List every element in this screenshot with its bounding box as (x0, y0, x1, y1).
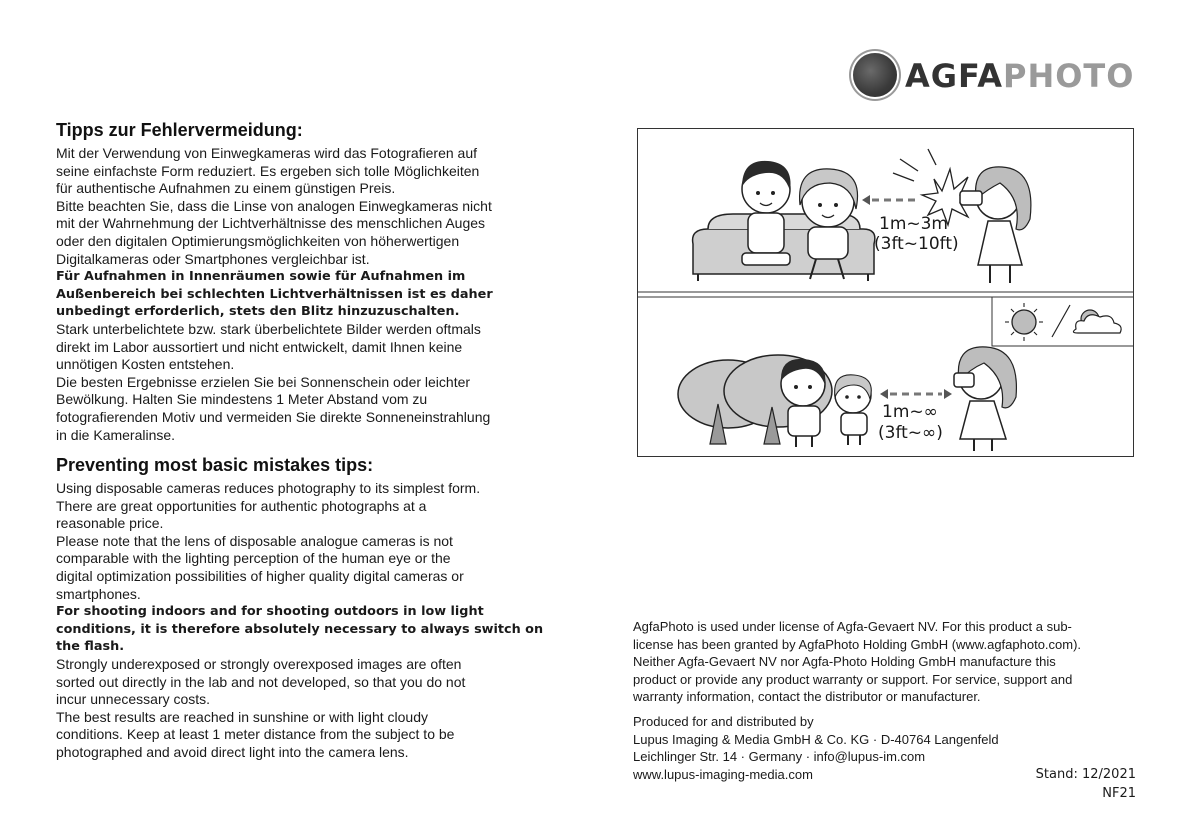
agfaphoto-logo (853, 52, 1138, 102)
de-line: Bewölkung. Halten Sie mindestens 1 Meter Abstand vom zu (56, 391, 428, 408)
de-flash-warning: Für Aufnahmen in Innenräumen sowie für Aufnahmen im (56, 269, 466, 285)
german-heading: Tipps zur Fehlervermeidung: (56, 120, 303, 140)
en-line: digital optimization possibilities of higher quality digital cameras or (56, 568, 464, 585)
outdoor-distance-feet: (3ft~∞) (878, 423, 943, 443)
logo-wordmark (905, 56, 1134, 96)
legal-block (633, 618, 1143, 783)
en-line: Strongly underexposed or strongly overexposed images are often (56, 656, 462, 673)
usage-illustration (637, 128, 1134, 457)
en-flash-warning: the flash. (56, 639, 125, 655)
en-line: incur unnecessary costs. (56, 691, 211, 708)
distributor-line: Lupus Imaging & Media GmbH & Co. KG · D-40764 Langenfeld (633, 731, 999, 747)
en-flash-warning: conditions, it is therefore absolutely necessary to always switch on (56, 621, 544, 637)
de-line: mit der Wahrnehmung der Lichtverhältnisse des menschlichen Auges (56, 215, 486, 232)
version-block (980, 765, 1136, 803)
de-line: Digitalkameras oder Smartphones vergleichbar ist. (56, 250, 370, 267)
logo-circle-icon (853, 53, 897, 97)
logo-photo-text: PHOTO (1002, 57, 1135, 95)
indoor-distance-meters: 1m~3m (879, 214, 948, 234)
illustration-svg (638, 129, 1134, 457)
de-line: Stark unterbelichtete bzw. stark überbelichtete Bilder werden oftmals (56, 320, 481, 337)
license-line: Neither Agfa-Gevaert NV nor Agfa-Photo Holding GmbH manufacture this (633, 654, 1056, 670)
en-line: smartphones. (56, 585, 141, 602)
license-line: warranty information, contact the distributor or manufacturer. (633, 689, 981, 705)
tips-column (56, 119, 556, 762)
de-line: unnötigen Kosten entstehen. (56, 356, 235, 373)
indoor-scene (693, 149, 1031, 283)
distributor-website: www.lupus-imaging-media.com (633, 766, 813, 782)
de-line: fotografierenden Motiv und vermeiden Sie direkte Sonneneinstrahlung (56, 408, 491, 425)
english-heading: Preventing most basic mistakes tips: (56, 455, 374, 476)
en-line: The best results are reached in sunshine or with light cloudy (56, 708, 428, 725)
logo-agfa-text: AGFA (905, 57, 1003, 95)
de-flash-warning: unbedingt erforderlich, stets den Blitz hinzuzuschalten. (56, 304, 460, 320)
de-line: Bitte beachten Sie, dass die Linse von analogen Einwegkameras nicht (56, 197, 492, 214)
en-line: comparable with the lighting perception of the human eye or the (56, 550, 451, 567)
de-line: Mit der Verwendung von Einwegkameras wird das Fotografieren auf (56, 145, 477, 161)
weather-inset (992, 297, 1134, 346)
en-line: photographed and avoid direct light into the camera lens. (56, 744, 409, 760)
en-line: conditions. Keep at least 1 meter distance from the subject to be (56, 726, 455, 743)
en-line: There are great opportunities for authentic photographs at a (56, 497, 427, 514)
en-line: Please note that the lens of disposable analogue cameras is not (56, 532, 453, 549)
de-line: direkt im Labor aussortiert und nicht entwickelt, damit Ihnen keine (56, 338, 463, 355)
license-line: product or provide any product warranty or support. For service, support and (633, 671, 1073, 687)
de-line: oder den digitalen Optimierungsmöglichkeiten von höherwertigen (56, 232, 460, 249)
en-line: sorted out directly in the lab and not developed, so that you do not (56, 673, 466, 690)
outdoor-distance-meters: 1m~∞ (882, 402, 938, 422)
license-line: license has been granted by AgfaPhoto Holding GmbH (www.agfaphoto.com). (633, 636, 1082, 652)
indoor-distance-feet: (3ft~10ft) (874, 234, 959, 254)
en-line: reasonable price. (56, 515, 164, 532)
en-flash-warning: For shooting indoors and for shooting outdoors in low light (56, 604, 484, 620)
de-line: seine einfachste Form reduziert. Es ergeben sich tolle Möglichkeiten (56, 162, 480, 179)
product-code: NF21 (1102, 786, 1136, 801)
distributor-line: Leichlinger Str. 14 · Germany · info@lupus-im.com (633, 749, 926, 765)
en-line: Using disposable cameras reduces photography to its simplest form. (56, 480, 481, 497)
outdoor-scene (678, 347, 1016, 451)
de-line: für authentische Aufnahmen zu einem günstigen Preis. (56, 180, 396, 197)
de-flash-warning: Außenbereich bei schlechten Lichtverhältnissen ist es daher (56, 286, 493, 302)
stand-date: Stand: 12/2021 (1035, 767, 1136, 782)
sun-icon (1012, 310, 1036, 334)
de-line: Die besten Ergebnisse erzielen Sie bei Sonnenschein oder leichter (56, 373, 471, 390)
de-line: in die Kameralinse. (56, 426, 176, 443)
license-line: AgfaPhoto is used under license of Agfa-Gevaert NV. For this product a sub- (633, 619, 1072, 634)
distributor-line: Produced for and distributed by (633, 713, 814, 729)
